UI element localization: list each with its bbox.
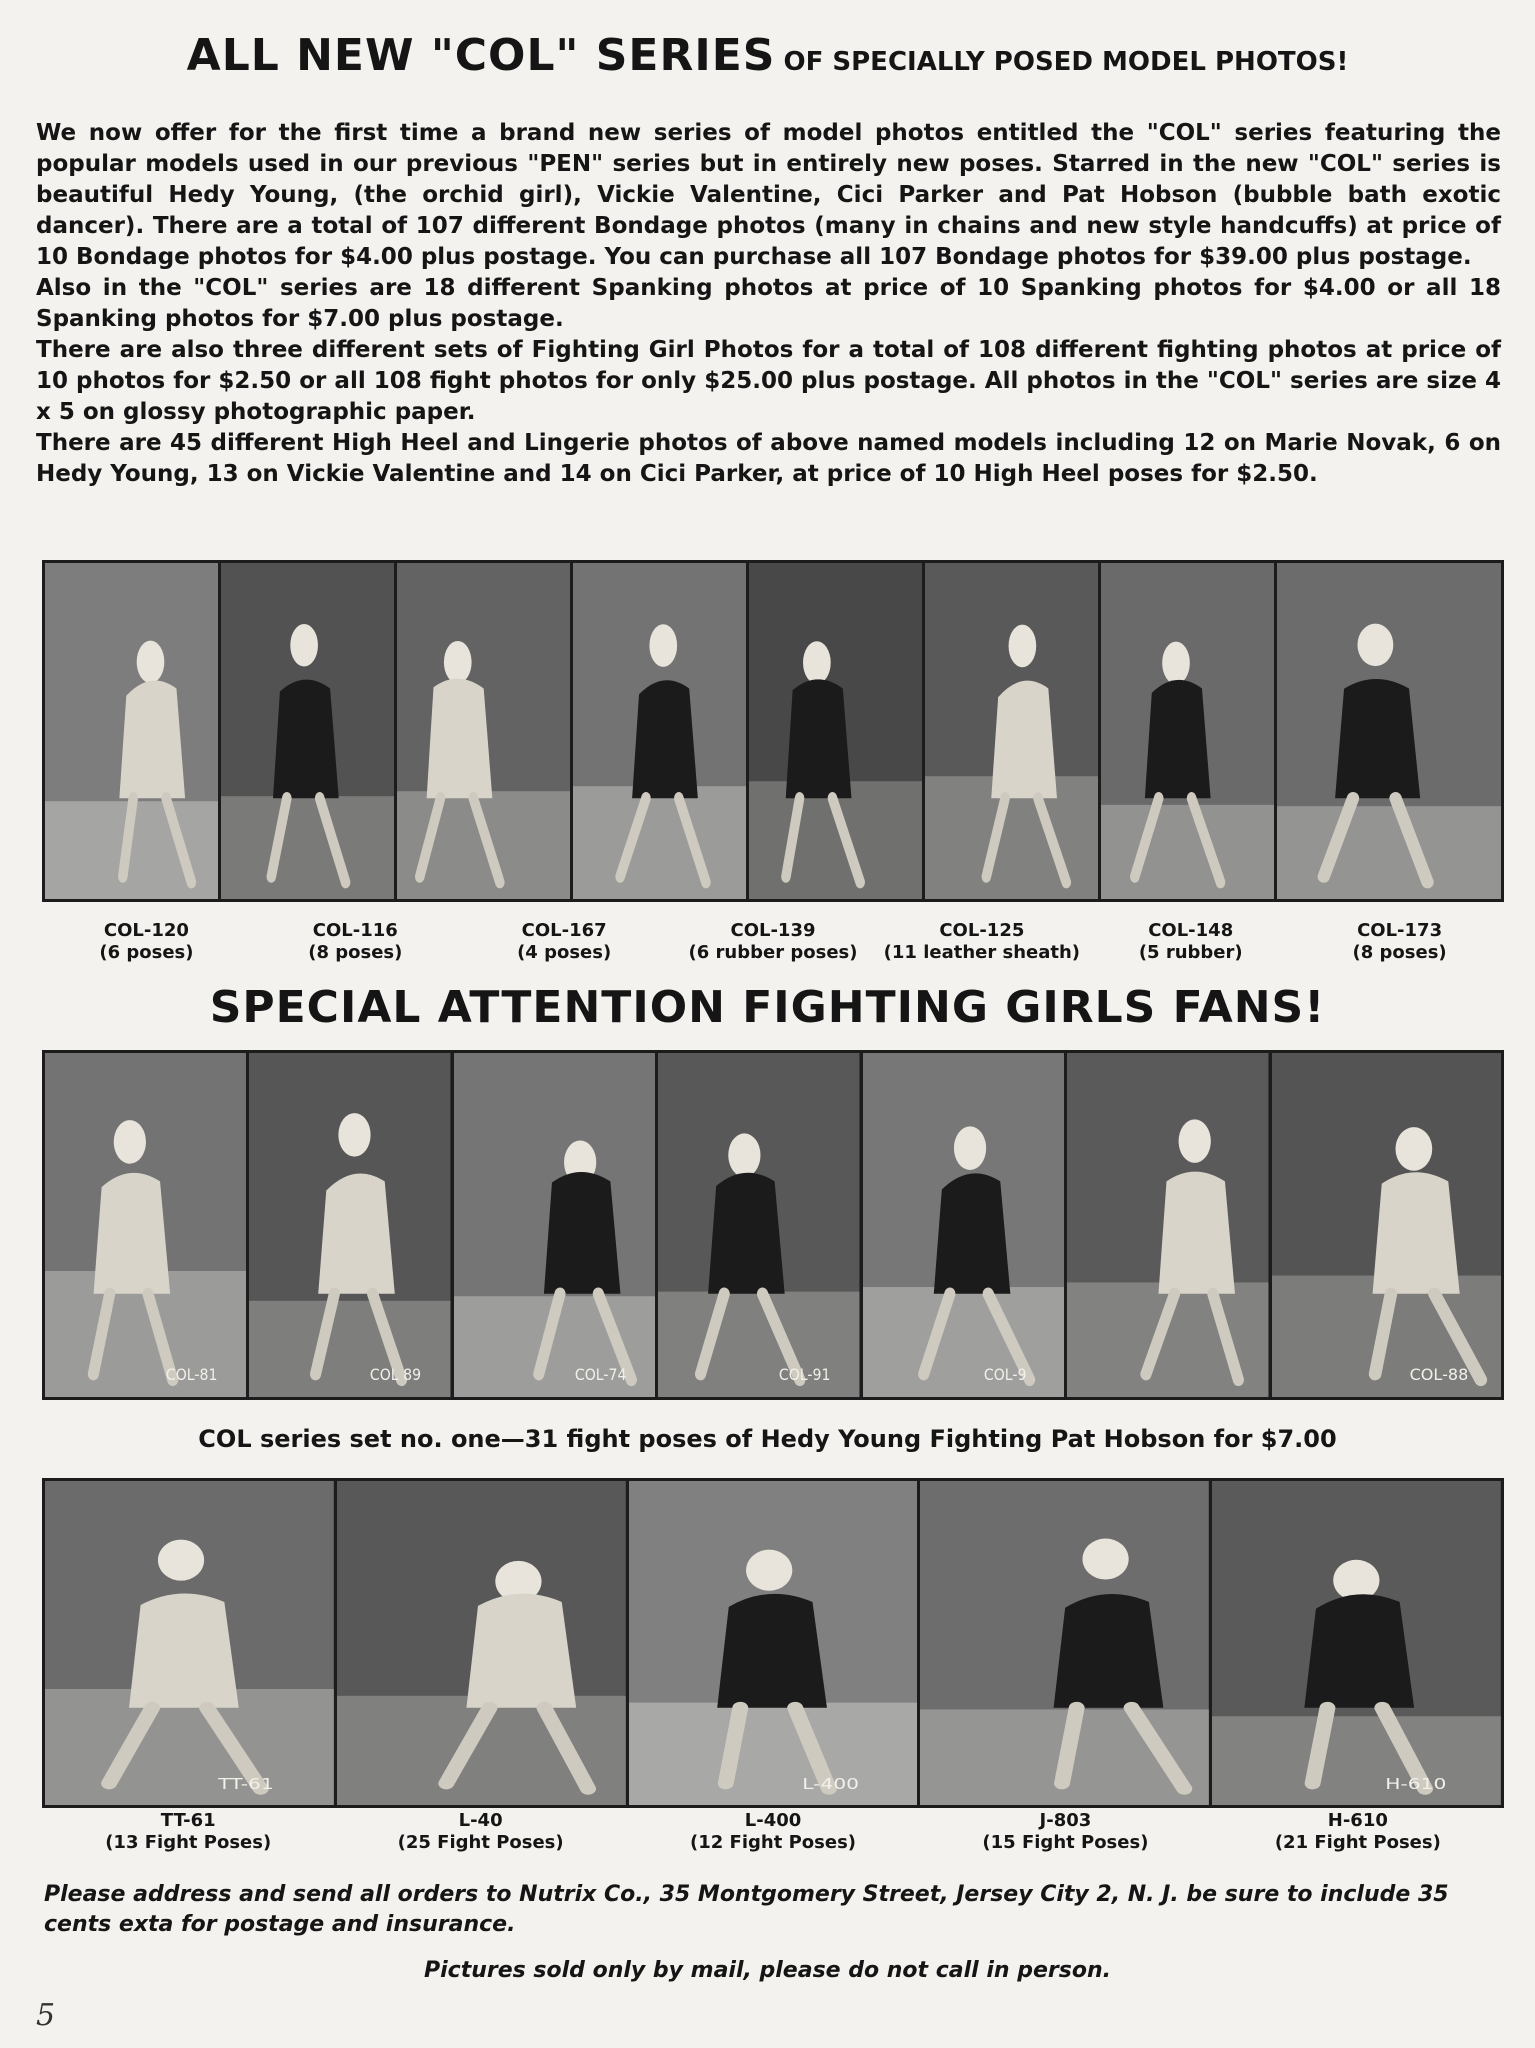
photo-image — [1101, 563, 1274, 899]
fight-set-photo-1 — [45, 1481, 334, 1805]
photo-image — [397, 563, 570, 899]
photo-image — [337, 1481, 626, 1805]
fight-set-caption: L-40 (25 Fight Poses) — [397, 1810, 564, 1853]
photo-image — [454, 1053, 655, 1397]
intro-paragraph-high-heel: There are 45 different High Heel and Lingerie photos of above named models including 12 on Marie Novak, 6 on Hedy Young, 13 on Vickie Valentine and 14 on Cici Parker, at price of 10 High Heel poses for $2.50. — [36, 430, 1501, 487]
photo-mark: TT-61 — [218, 1775, 274, 1794]
fight-photo-2 — [249, 1053, 450, 1397]
photo-image — [925, 563, 1098, 899]
photo-image — [629, 1481, 918, 1805]
fight-photo-5 — [863, 1053, 1064, 1397]
fight-set-photo-3 — [629, 1481, 918, 1805]
fighting-heading: SPECIAL ATTENTION FIGHTING GIRLS FANS! — [209, 982, 1326, 1033]
fight-sets-strip — [42, 1478, 1504, 1808]
intro-paragraph-fighting: There are also three different sets of Fighting Girl Photos for a total of 108 different fighting photos at price of 10 photos for $2.50 or all 108 fight photos for only $25.00 plus postage. All photos in the "COL" series are size 4 x 5 on glossy photographic paper. — [36, 337, 1501, 425]
fight-photo-4 — [658, 1053, 859, 1397]
fight-set-photo-2 — [337, 1481, 626, 1805]
photo-image — [749, 563, 922, 899]
intro-paragraph-bondage: We now offer for the first time a brand new series of model photos entitled the "COL" series featuring the popular models used in our previous "PEN" series but in entirely new poses. Starred in the new "COL" series is beautiful Hedy Young, (the orchid girl), Vickie Valentine, Cici Parker and Pat Hobson (bubble bath exotic dancer). There are a total of 107 different Bondage photos (many in chains and new style handcuffs) at price of 10 Bondage photos for $4.00 plus postage. You can purchase all 107 Bondage photos for $39.00 plus postage. — [36, 120, 1501, 270]
col-photo-3 — [397, 563, 570, 899]
photo-mark: COL 89 — [370, 1364, 422, 1385]
col-captions — [42, 920, 1504, 964]
photo-image — [863, 1053, 1064, 1397]
photo-image — [1067, 1053, 1268, 1397]
col-caption: COL-173 (8 poses) — [1352, 920, 1447, 963]
photo-mark: COL-9 — [983, 1364, 1027, 1385]
col-caption: COL-167 (4 poses) — [517, 920, 612, 963]
fight-photo-3 — [454, 1053, 655, 1397]
title-main: ALL NEW "COL" SERIES — [186, 30, 776, 81]
fight-set-caption: H-610 (21 Fight Poses) — [1274, 1810, 1441, 1853]
col-photo-4 — [573, 563, 746, 899]
photo-image — [1272, 1053, 1501, 1397]
col-caption: COL-139 (6 rubber poses) — [688, 920, 858, 963]
col-photo-6 — [925, 563, 1098, 899]
col-photo-5 — [749, 563, 922, 899]
photo-image — [658, 1053, 859, 1397]
col-caption: COL-120 (6 poses) — [99, 920, 194, 963]
col-caption: COL-125 (11 leather sheath) — [883, 920, 1081, 963]
col-photo-strip — [42, 560, 1504, 902]
fight-set-caption: TT-61 (13 Fight Poses) — [105, 1810, 272, 1853]
col-caption: COL-116 (8 poses) — [308, 920, 403, 963]
fight-set-photo-4 — [920, 1481, 1209, 1805]
photo-image — [1277, 563, 1501, 899]
photo-image — [45, 1053, 246, 1397]
photo-image — [920, 1481, 1209, 1805]
photo-mark: COL-88 — [1409, 1364, 1469, 1384]
col-caption: COL-148 (5 rubber) — [1138, 920, 1243, 963]
photo-image — [45, 1481, 334, 1805]
photo-mark: COL-81 — [165, 1364, 218, 1385]
intro-paragraph-spanking: Also in the "COL" series are 18 different Spanking photos at price of 10 Spanking photos for $4.00 or all 18 Spanking photos for $7.00 plus postage. — [36, 275, 1501, 332]
photo-image — [221, 563, 394, 899]
fight-set-line: COL series set no. one—31 fight poses of Hedy Young Fighting Pat Hobson for $7.00 — [198, 1425, 1337, 1453]
col-photo-1 — [45, 563, 218, 899]
page-title — [40, 30, 1495, 81]
fight-set-caption: L-400 (12 Fight Poses) — [690, 1810, 857, 1853]
fight-photo-6 — [1067, 1053, 1268, 1397]
photo-image — [573, 563, 746, 899]
photo-image — [1212, 1481, 1501, 1805]
fight-set-photo-5 — [1212, 1481, 1501, 1805]
col-photo-2 — [221, 563, 394, 899]
intro-text — [36, 118, 1501, 490]
col-photo-7 — [1101, 563, 1274, 899]
fight-photo-strip — [42, 1050, 1504, 1400]
title-sub: OF SPECIALLY POSED MODEL PHOTOS! — [783, 47, 1349, 77]
photo-image — [249, 1053, 450, 1397]
page-number: 5 — [36, 1998, 56, 2033]
photo-mark: L-400 — [801, 1775, 859, 1794]
fight-set-caption: J-803 (15 Fight Poses) — [982, 1810, 1149, 1853]
photo-mark: COL-74 — [574, 1364, 627, 1385]
photo-mark: H-610 — [1385, 1775, 1447, 1794]
fight-set-captions — [42, 1810, 1504, 1854]
order-address: Please address and send all orders to Nutrix Co., 35 Montgomery Street, Jersey City 2, N. J. be sure to include 35 cents exta for postage and insurance. — [44, 1882, 1449, 1937]
photo-image — [45, 563, 218, 899]
photo-mark: COL-91 — [779, 1364, 831, 1385]
fight-photo-1 — [45, 1053, 246, 1397]
mail-only-notice: Pictures sold only by mail, please do not call in person. — [424, 1958, 1111, 1983]
